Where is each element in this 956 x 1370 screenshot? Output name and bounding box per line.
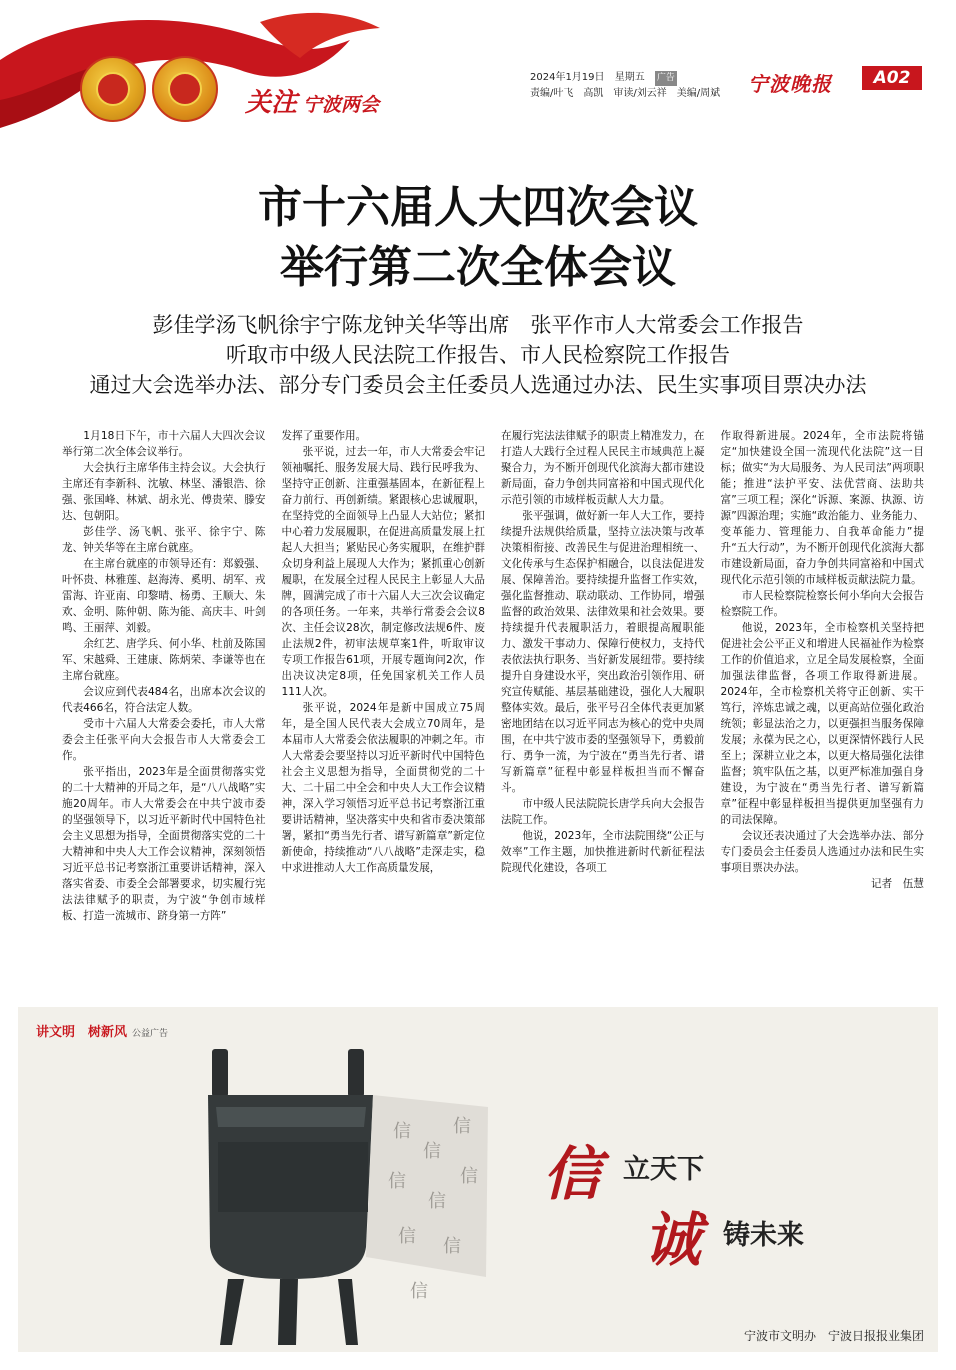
article-column-2 <box>282 428 486 976</box>
ad-slogan: 讲文明 树新风 <box>36 1025 128 1040</box>
ad-big-char-xin: 信 <box>543 1140 602 1208</box>
ad-line-1: 立天下 <box>623 1154 704 1185</box>
ad-header <box>36 1021 168 1040</box>
issue-weekday: 星期五 <box>614 72 645 83</box>
paragraph: 会议应到代表484名，出席本次会议的代表466名，符合法定人数。 <box>62 686 266 714</box>
ad-big-char-cheng: 诚 <box>643 1206 702 1274</box>
paragraph: 彭佳学、汤飞帆、张平、徐宇宁、陈龙、钟关华等在主席台就座。 <box>62 526 266 554</box>
paragraph: 作取得新进展。2024年，全市法院将锚定“加快建设全国一流现代化法院”这一目标；做实“为大局服务、为人民司法”两项职能；推进“法护平安、法优营商、法助共富”三项工程；深化“诉源、案源、执源、访源”四源治理；实施“政治能力、业务能力、变革能力、管理能力、自我革命能力”提升“五大行动”，为不断开创现代化滨海大都市建设新局面，奋力争创共同富裕和中国式现代化示范引领的市域样板贡献法院力量。 <box>720 430 924 586</box>
paragraph: 张平说，过去一年，市人大常委会牢记领袖嘱托、服务发展大局、践行民呼我为、坚持守正创新、注重强基固本，在新征程上奋力前行、再创新绩。紧跟核心忠诚履职，在坚持党的全面领导上凸显人大站位；紧扣中心着力发展履职，在促进高质量发展上扛起人大担当；紧贴民心务实履职，在维护群众切身利益上展现人大作为；紧抓重心创新履职，在发展全过程人民民主上彰显人大品牌，圆满完成了市十六届人大三次会议确定的各项任务。一年来，共举行常委会会议8次、主任会议28次，制定修改法规6件、废止法规2件，初审法规草案1件，听取审议专项工作报告61项，开展专题询问2次，作出决议决定8项，任免国家机关工作人员111人次。 <box>281 446 485 698</box>
paragraph: 余红艺、唐学兵、何小华、杜前及陈国军、宋越舜、王建康、陈炳荣、李谦等也在主席台就座。 <box>62 638 266 682</box>
svg-text:信: 信 <box>393 1121 411 1142</box>
article-column-3 <box>501 428 705 976</box>
national-emblem-icon <box>80 56 146 122</box>
article-column-4 <box>721 428 925 976</box>
svg-text:信: 信 <box>423 1141 441 1162</box>
paragraph: 市人民检察院检察长何小华向大会报告检察院工作。 <box>720 590 924 618</box>
subhead-line-3: 通过大会选举办法、部分专门委员会主任委员人选通过办法、民生实事项目票决办法 <box>89 373 867 397</box>
headline <box>0 178 956 298</box>
section-title <box>245 82 379 119</box>
page-number: A02 <box>862 66 922 90</box>
paragraph: 张平指出，2023年是全面贯彻落实党的二十大精神的开局之年，是“八八战略”实施20周年。市人大常委会在中共宁波市委的坚强领导下，以习近平新时代中国特色社会主义思想为指导，全面贯彻落实党的二十大精神和中央人大工作会议精神，深刻领悟习近平总书记考察浙江重要讲话精神，深入落实省委、市委全会部署要求，切实履行宪法法律赋予的职责，为宁波“争创市域样板、打造一流城市、跻身第一方阵” <box>62 766 266 922</box>
article-body <box>62 428 924 976</box>
paragraph: 张平强调，做好新一年人大工作，要持续提升法规供给质量，坚持立法决策与改革决策相衔接、改善民生与促进治理相统一、文化传承与生态保护相融合，以良法促进发展、保障善治。要持续提升监督工作实效，强化监督推动、联动联动、工作协同，增强监督的政治效果、法律效果和社会效果。要持续提升代表履职活力，着眼提高履职能力、激发干事动力、保障行使权力，支持代表依法执行职务、当好新发展纽带。要持续提升自身建设水平，突出政治引领作用、研究宣传赋能、基层基础建设，强化人大履职整体实效。最后，张平号召全体代表更加紧密地团结在以习近平同志为核心的党中央周围，在中共宁波市委的坚强领导下，勇毅前行、勇争一流，为宁波在“勇当先行者、谱写新篇章”征程中彰显样板担当而不懈奋斗。 <box>501 510 705 794</box>
paragraph: 他说，2023年，全市检察机关坚持把促进社会公平正义和增进人民福祉作为检察工作的价值追求，立足全局发展检察，全面加强法律监督，各项工作取得新进展。2024年，全市检察机关将守正创新、实干笃行，淬炼忠诚之魂，以更高站位强化政治统领；彰显法治之力，以更强担当服务保障发展；永葆为民之心，以更深情怀践行人民至上；深耕立业之本，以更大格局强化法律监督；筑牢队伍之基，以更严标准加强自身建设，为宁波在“勇当先行者、谱写新篇章”征程中彰显样板担当提供更加坚强有力的司法保障。 <box>720 622 924 826</box>
svg-text:信: 信 <box>428 1191 446 1212</box>
paragraph: 市中级人民法院院长唐学兵向大会报告法院工作。 <box>501 798 705 826</box>
paragraph: 在履行宪法法律赋予的职责上精准发力，在打造人大践行全过程人民民主市域典范上凝聚合力，为不断开创现代化滨海大都市建设新局面，奋力争创共同富裕和中国式现代化示范引领的市域样板贡献人大力量。 <box>501 430 705 506</box>
paragraph: 会议还表决通过了大会选举办法、部分专门委员会主任委员人选通过办法和民生实事项目票决办法。 <box>720 830 924 874</box>
issue-date: 2024年1月19日 <box>530 72 605 83</box>
page-meta <box>530 70 720 101</box>
paragraph: 他说，2023年，全市法院围绕“公正与效率”工作主题，加快推进新时代新征程法院现代化建设，各项工 <box>501 830 705 874</box>
ad-note: 公益广告 <box>132 1029 169 1039</box>
subhead-line-2: 听取市中级人民法院工作报告、市人民检察院工作报告 <box>226 343 730 367</box>
masthead-logo: 宁波晚报 <box>748 72 832 96</box>
svg-text:信: 信 <box>388 1171 406 1192</box>
svg-text:信: 信 <box>443 1236 461 1257</box>
subhead-line-1: 彭佳学汤飞帆徐宇宁陈龙钟关华等出席 张平作市人大常委会工作报告 <box>152 313 804 337</box>
ad-slogan-block <box>543 1135 883 1274</box>
svg-text:信: 信 <box>460 1166 478 1187</box>
paragraph: 1月18日下午，市十六届人大四次会议举行第二次全体会议举行。 <box>62 430 266 458</box>
svg-text:信: 信 <box>453 1116 471 1137</box>
paragraph: 在主席台就座的市领导还有：郑毅强、叶怀贵、林雅莲、赵海涛、奚明、胡军、戎雷海、许亚南、印黎晴、杨勇、王顺大、朱欢、金明、陈仲朝、陈为能、高庆丰、叶剑鸣、王丽萍、刘毅。 <box>62 558 266 634</box>
section-sub-label: 宁波两会 <box>303 94 380 116</box>
headline-line-1: 市十六届人大四次会议 <box>258 182 698 233</box>
paragraph: 张平说，2024年是新中国成立75周年，是全国人民代表大会成立70周年，是本届市人大常委会依法履职的冲刺之年。市人大常委会要坚持以习近平新时代中国特色社会主义思想为指导，全面贯彻党的二十大、二十届二中全会和中央人大工作会议精神，深入学习领悟习近平总书记考察浙江重要讲话精神，坚决落实中央和省市委决策部署，紧扣“勇当先行者、谱写新篇章”新定位新使命，持续推动“八八战略”走深走实，稳中求进推动人大工作高质量发展， <box>281 702 485 874</box>
article-column-1 <box>62 428 266 976</box>
subheadlines <box>0 310 956 400</box>
paragraph: 受市十六届人大常委会委托，市人大常委会主任张平向大会报告市人大常委会工作。 <box>62 718 266 762</box>
editors-line: 责编/叶飞 高凯 审读/刘云祥 美编/周斌 <box>530 88 721 99</box>
ad-line-2: 铸未来 <box>723 1220 804 1251</box>
section-main-label: 关注 <box>245 88 298 118</box>
paragraph: 大会执行主席华伟主持会议。大会执行主席还有李新科、沈敏、林坚、潘银浩、徐强、张国峰、林斌、胡永光、傅贵荣、滕安达、包朝阳。 <box>62 462 266 522</box>
cppcc-emblem-icon <box>152 56 218 122</box>
ad-tag: 广告 <box>655 71 677 86</box>
headline-line-2: 举行第二次全体会议 <box>280 242 676 293</box>
svg-text:信: 信 <box>410 1281 428 1302</box>
paragraph: 发挥了重要作用。 <box>281 430 367 442</box>
svg-text:信: 信 <box>398 1226 416 1247</box>
ad-sponsor: 宁波市文明办 宁波日报报业集团 <box>743 1329 924 1343</box>
byline: 记者 伍慧 <box>871 878 924 890</box>
public-service-ad <box>18 1007 938 1352</box>
bronze-ding-vessel-icon <box>198 1047 498 1347</box>
